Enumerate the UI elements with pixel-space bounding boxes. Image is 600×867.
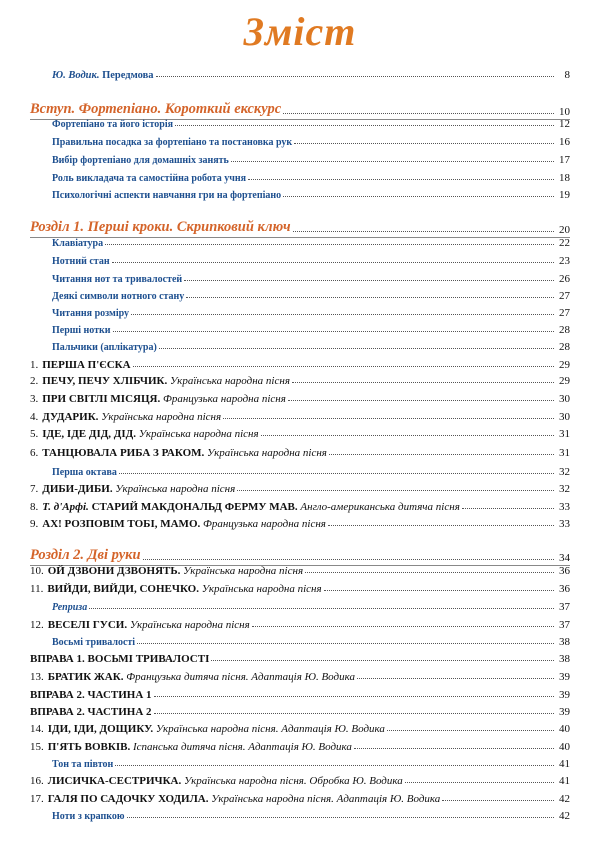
dot-leader — [294, 142, 554, 144]
entry-number: 11. — [30, 583, 44, 595]
dot-leader — [133, 365, 554, 367]
page-number: 16 — [559, 136, 570, 148]
dot-leader — [442, 799, 554, 801]
toc-entry-text — [30, 565, 303, 577]
song-title: ПРИ СВІТЛІ МІСЯЦЯ. — [42, 393, 161, 405]
toc-entry-text — [30, 483, 235, 495]
dot-leader — [89, 607, 554, 609]
song-title: П'ЯТЬ ВОВКІВ. — [47, 741, 131, 753]
page-number: 39 — [559, 671, 570, 683]
song-title: ОЙ ДЗВОНИ ДЗВОНЯТЬ. — [47, 565, 181, 577]
dot-leader — [292, 381, 554, 383]
dot-leader — [113, 330, 554, 332]
entry-number: 1. — [30, 359, 39, 371]
toc-entry-text — [30, 359, 131, 371]
page-number: 33 — [559, 501, 570, 513]
toc-entry-text — [30, 637, 135, 648]
toc-entry[interactable] — [30, 341, 570, 353]
page-number: 27 — [559, 290, 570, 302]
toc-entry[interactable] — [30, 307, 570, 319]
page-number: 30 — [559, 393, 570, 405]
song-title: ДУДАРИК. — [42, 411, 99, 423]
page-number: 18 — [559, 172, 570, 184]
page-number: 19 — [559, 189, 570, 201]
entry-number: 17. — [30, 793, 44, 805]
entry-title: Ноти з крапкою — [52, 811, 125, 822]
page-number: 31 — [559, 428, 570, 440]
song-description: Українська народна пісня — [198, 583, 322, 595]
entry-title: Пальчики (аплікатура) — [52, 342, 157, 353]
toc-entry[interactable] — [30, 375, 570, 387]
song-description: Українська народна пісня — [180, 565, 304, 577]
song-description: Українська народна пісня — [112, 483, 236, 495]
toc-entry-text — [30, 706, 152, 718]
toc-entry-text — [30, 119, 173, 130]
page-number: 28 — [559, 341, 570, 353]
toc-entry[interactable] — [30, 136, 570, 148]
entry-number: 13. — [30, 671, 44, 683]
page-number: 22 — [559, 237, 570, 249]
toc-entry[interactable] — [30, 466, 570, 478]
page-number: 34 — [559, 552, 570, 564]
song-title: ІДИ, ІДИ, ДОЩИКУ. — [47, 723, 154, 735]
page-title: Зміст — [243, 9, 357, 54]
page-number: 41 — [559, 758, 570, 770]
toc-entry[interactable] — [30, 154, 570, 166]
entry-author: Ю. Водик. — [52, 70, 100, 81]
toc-entry-text — [30, 653, 209, 665]
dot-leader — [175, 124, 554, 126]
page-number: 40 — [559, 723, 570, 735]
dot-leader — [186, 296, 554, 298]
dot-leader — [261, 434, 554, 436]
entry-title: Розділ 1. Перші кроки. Скрипковий ключ — [30, 219, 291, 235]
dot-leader — [354, 747, 554, 749]
toc-entry[interactable] — [30, 428, 570, 440]
dot-leader — [112, 261, 554, 263]
entry-title: Перші нотки — [52, 325, 111, 336]
page-number: 41 — [559, 775, 570, 787]
toc-entry-text — [30, 70, 154, 81]
page-number: 38 — [559, 636, 570, 648]
toc-entry-text — [30, 238, 103, 249]
song-description: Українська народна пісня. Адаптація Ю. Водика — [208, 793, 441, 805]
entry-number: 10. — [30, 565, 44, 577]
toc-entry[interactable] — [30, 255, 570, 267]
entry-title: Нотний стан — [52, 256, 110, 267]
song-title: ІДЕ, ІДЕ ДІД, ДІД. — [42, 428, 136, 440]
toc-entry[interactable] — [30, 359, 570, 371]
dot-leader — [387, 729, 554, 731]
toc-entry-text — [30, 467, 117, 478]
dot-leader — [283, 112, 554, 114]
dot-leader — [211, 659, 554, 661]
entry-number: 7. — [30, 483, 39, 495]
toc-entry-text — [30, 274, 182, 285]
entry-title: ВПРАВА 2. ЧАСТИНА 2 — [30, 706, 152, 718]
dot-leader — [115, 764, 554, 766]
entry-number: 4. — [30, 411, 39, 423]
entry-number: 16. — [30, 775, 44, 787]
dot-leader — [405, 781, 554, 783]
toc-entry[interactable] — [30, 793, 570, 805]
entry-title: Перша октава — [52, 467, 117, 478]
toc-entry-text — [30, 501, 460, 513]
dot-leader — [159, 347, 554, 349]
song-description: Українська народна пісня — [204, 447, 327, 459]
toc-entry[interactable] — [30, 237, 570, 249]
page-number: 38 — [559, 653, 570, 665]
song-description: Українська народна пісня. Адаптація Ю. Водика — [153, 723, 385, 735]
dot-leader — [237, 489, 554, 491]
song-description: Французька народна пісня — [200, 518, 326, 530]
page-number: 36 — [559, 565, 570, 577]
toc-entry-text — [30, 393, 286, 405]
entry-title: Розділ 2. Дві руки — [30, 547, 141, 563]
page-number: 40 — [559, 741, 570, 753]
toc-entry[interactable] — [30, 583, 570, 595]
page-number: 17 — [559, 154, 570, 166]
dot-leader — [283, 195, 554, 197]
toc-entry-text — [30, 101, 281, 118]
page-number: 42 — [559, 810, 570, 822]
toc-entry-text — [30, 375, 290, 387]
entry-title: Клавіатура — [52, 238, 104, 249]
toc-entry[interactable] — [30, 689, 570, 701]
entry-title: Реприза — [52, 602, 88, 613]
entry-number: 9. — [30, 518, 39, 530]
entry-number: 12. — [30, 619, 44, 631]
toc-entry[interactable] — [30, 706, 570, 718]
entry-number: 8. — [30, 501, 39, 513]
song-title: ТАНЦЮВАЛА РИБА З РАКОМ. — [42, 447, 205, 459]
dot-leader — [137, 642, 554, 644]
page-number: 37 — [559, 619, 570, 631]
toc-entry[interactable] — [30, 518, 570, 530]
toc-entry-text — [30, 411, 221, 423]
dot-leader — [328, 524, 554, 526]
entry-title: Вступ. Фортепіано. Короткий екскурс — [30, 101, 282, 117]
entry-title: Восьмі тривалості — [52, 637, 136, 648]
dot-leader — [357, 677, 554, 679]
dot-leader — [329, 453, 554, 455]
entry-number: 5. — [30, 428, 39, 440]
dot-leader — [154, 695, 554, 697]
page-number: 12 — [559, 118, 570, 130]
page-number: 8 — [564, 69, 570, 81]
toc-entry[interactable] — [30, 723, 570, 735]
toc-entry[interactable] — [30, 483, 570, 495]
toc-entry-text — [30, 155, 229, 166]
toc-entry-text — [30, 671, 355, 683]
toc-entry-text — [30, 173, 246, 184]
page-number: 39 — [559, 689, 570, 701]
entry-title: Правильна посадка за фортепіано та постановка рук — [52, 137, 293, 148]
toc-entry[interactable] — [30, 671, 570, 683]
dot-leader — [305, 571, 554, 573]
page-number: 30 — [559, 411, 570, 423]
toc-entry-text — [30, 811, 125, 822]
page-number: 33 — [559, 518, 570, 530]
song-title: ПЕЧУ, ПЕЧУ ХЛІБЧИК. — [42, 375, 168, 387]
song-title: ГАЛЯ ПО САДОЧКУ ХОДИЛА. — [47, 793, 209, 805]
toc-entry-text — [30, 723, 385, 735]
toc-entry-text — [30, 137, 292, 148]
toc-entry[interactable] — [30, 290, 570, 302]
dot-leader — [223, 417, 554, 419]
toc-entry[interactable] — [30, 447, 570, 459]
dot-leader — [131, 313, 554, 315]
dot-leader — [252, 625, 554, 627]
toc-entry[interactable] — [30, 393, 570, 405]
dot-leader — [105, 243, 554, 245]
dot-leader — [156, 75, 554, 77]
toc-entry-text — [30, 256, 110, 267]
page-number: 31 — [559, 447, 570, 459]
song-title: ЛИСИЧКА-СЕСТРИЧКА. — [47, 775, 182, 787]
song-description: Французька народна пісня — [160, 393, 286, 405]
toc-entry-text — [30, 619, 250, 631]
entry-title: Вибір фортепіано для домашніх занять — [52, 155, 229, 166]
toc-entry[interactable] — [30, 601, 570, 613]
toc-entry-text — [30, 583, 322, 595]
toc-entry[interactable] — [30, 189, 570, 201]
dot-leader — [231, 160, 554, 162]
dot-leader — [248, 178, 554, 180]
toc-entry[interactable] — [30, 324, 570, 336]
entry-title: Читання нот та тривалостей — [52, 274, 183, 285]
dot-leader — [143, 558, 554, 560]
song-description: Англо-американська дитяча пісня — [297, 501, 460, 513]
toc-entry-text — [30, 325, 111, 336]
toc-entry[interactable] — [30, 810, 570, 822]
song-title: ВЕСЕЛІ ГУСИ. — [47, 619, 128, 631]
entry-title: ВПРАВА 1. ВОСЬМІ ТРИВАЛОСТІ — [30, 653, 210, 665]
entry-title: Деякі символи нотного стану — [52, 291, 185, 302]
toc-entry-text — [30, 219, 291, 236]
page-number: 37 — [559, 601, 570, 613]
song-title: АХ! РОЗПОВІМ ТОБІ, МАМО. — [42, 518, 201, 530]
entry-number: 2. — [30, 375, 39, 387]
toc-entry-text — [30, 547, 141, 564]
song-title: БРАТИК ЖАК. — [47, 671, 124, 683]
toc-entry[interactable] — [30, 565, 570, 577]
dot-leader — [324, 589, 554, 591]
toc-entry-text — [30, 759, 113, 770]
entry-number: 15. — [30, 741, 44, 753]
entry-title: Читання розміру — [52, 308, 130, 319]
dot-leader — [154, 712, 554, 714]
page-number: 29 — [559, 375, 570, 387]
toc-entry-text — [30, 775, 403, 787]
toc-entry-text — [30, 308, 129, 319]
dot-leader — [127, 816, 554, 818]
toc-entry[interactable] — [30, 547, 570, 566]
dot-leader — [462, 507, 554, 509]
toc-entry-text — [30, 342, 157, 353]
entry-number: 14. — [30, 723, 44, 735]
toc-entry[interactable] — [30, 273, 570, 285]
entry-author: Т. д'Арфі. — [42, 501, 89, 513]
song-title: ПЕРША П'ЄСКА — [42, 359, 131, 371]
toc-entry[interactable] — [30, 219, 570, 238]
song-description: Українська народна пісня — [135, 428, 259, 440]
song-title: ДИБИ-ДИБИ. — [42, 483, 113, 495]
page-number: 32 — [559, 466, 570, 478]
entry-number: 3. — [30, 393, 39, 405]
toc-entry-text — [30, 602, 87, 613]
toc-entry[interactable] — [30, 775, 570, 787]
toc-entry-text — [30, 291, 184, 302]
toc-entry[interactable] — [30, 636, 570, 648]
dot-leader — [288, 399, 554, 401]
song-description: Українська народна пісня — [127, 619, 250, 631]
song-description: Українська народна пісня. Обробка Ю. Водика — [181, 775, 403, 787]
toc-entry[interactable] — [30, 758, 570, 770]
toc-entry-text — [30, 689, 152, 701]
toc-entry[interactable] — [30, 653, 570, 665]
entry-title: Передмова — [99, 70, 154, 81]
toc-entry-text — [30, 741, 352, 753]
page-number: 32 — [559, 483, 570, 495]
entry-title: Фортепіано та його історія — [52, 119, 174, 130]
entry-title: ВПРАВА 2. ЧАСТИНА 1 — [30, 689, 152, 701]
page-number: 28 — [559, 324, 570, 336]
page-number: 10 — [559, 106, 570, 118]
dot-leader — [293, 230, 554, 232]
song-title: СТАРИЙ МАКДОНАЛЬД ФЕРМУ МАВ. — [88, 501, 298, 513]
toc-entry-text — [30, 447, 327, 459]
toc-entry-text — [30, 518, 326, 530]
song-description: Іспанська дитяча пісня. Адаптація Ю. Водика — [130, 741, 352, 753]
entry-title: Тон та півтон — [52, 759, 114, 770]
entry-title: Психологічні аспекти навчання гри на фортепіано — [52, 190, 282, 201]
dot-leader — [184, 279, 554, 281]
entry-number: 6. — [30, 447, 39, 459]
page-number: 29 — [559, 359, 570, 371]
song-title: ВИЙДИ, ВИЙДИ, СОНЕЧКО. — [47, 583, 199, 595]
toc-entry[interactable] — [30, 411, 570, 423]
page-number: 26 — [559, 273, 570, 285]
toc-entry-text — [30, 428, 259, 440]
toc-entry[interactable] — [30, 501, 570, 513]
dot-leader — [119, 472, 554, 474]
page-number: 39 — [559, 706, 570, 718]
page-number: 42 — [559, 793, 570, 805]
page-number: 27 — [559, 307, 570, 319]
song-description: Українська народна пісня — [98, 411, 222, 423]
song-description: Французька дитяча пісня. Адаптація Ю. Водика — [123, 671, 355, 683]
song-description: Українська народна пісня — [167, 375, 290, 387]
page-number: 36 — [559, 583, 570, 595]
entry-title: Роль викладача та самостійна робота учня — [52, 173, 247, 184]
toc-entry[interactable] — [30, 741, 570, 753]
toc-entry[interactable] — [30, 118, 570, 130]
toc-entry[interactable] — [30, 172, 570, 184]
toc-entry-text — [30, 190, 281, 201]
toc-entry-text — [30, 793, 440, 805]
toc-entry[interactable] — [30, 619, 570, 631]
toc-entry[interactable] — [30, 69, 570, 81]
page-number: 23 — [559, 255, 570, 267]
page-number: 20 — [559, 224, 570, 236]
